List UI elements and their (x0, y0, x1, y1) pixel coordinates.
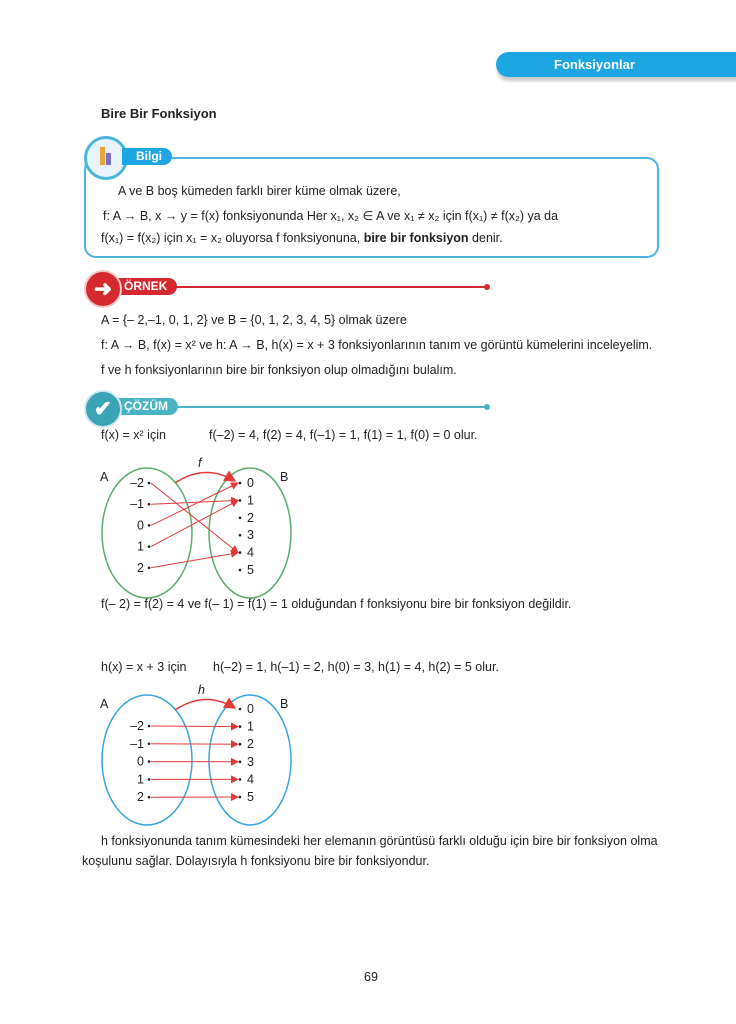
domain-element: –1 (130, 497, 144, 512)
domain-point (148, 482, 151, 485)
codomain-element: 0 (247, 702, 254, 716)
domain-point (148, 545, 151, 548)
codomain-element: 1 (247, 493, 254, 508)
domain-point (148, 567, 151, 570)
codomain-point (239, 761, 242, 764)
codomain-point (239, 534, 242, 537)
mapping-diagram-h (90, 682, 310, 832)
domain-element: –2 (130, 476, 144, 490)
mapping-diagram-f (90, 455, 310, 605)
domain-point (148, 743, 151, 746)
domain-element: 1 (137, 539, 144, 554)
cozum-label: ÇÖZÜM (110, 398, 178, 415)
domain-point (148, 796, 151, 799)
bilgi-line-3-b: denir. (468, 231, 503, 245)
domain-element: –2 (130, 719, 144, 733)
function-arrow (175, 472, 235, 483)
f-intro: f(x) = x² için (101, 428, 166, 442)
h-values: h(–2) = 1, h(–1) = 2, h(0) = 3, h(1) = 4, h(2) = 5 olur. (213, 660, 499, 674)
codomain-point (239, 499, 242, 502)
h-conclusion-2: koşulunu sağlar. Dolayısıyla h fonksiyonu bire bir fonksiyondur. (82, 854, 430, 868)
set-a-ellipse (102, 468, 192, 598)
page-number: 69 (364, 970, 378, 984)
codomain-point (239, 551, 242, 554)
codomain-element: 5 (247, 790, 254, 804)
function-name: f (198, 456, 202, 470)
codomain-element: 2 (247, 737, 254, 752)
domain-point (148, 524, 151, 527)
arrow-right-icon: ➜ (84, 270, 122, 308)
set-b-label: B (280, 470, 289, 484)
codomain-element: 5 (247, 563, 254, 577)
mapping-arrow (151, 500, 238, 504)
codomain-point (239, 725, 242, 728)
checkmark-icon: ✔ (84, 390, 122, 428)
codomain-point (239, 778, 242, 781)
codomain-element: 4 (247, 772, 254, 787)
codomain-point (239, 517, 242, 520)
mapping-arrow (151, 726, 238, 727)
function-name: h (198, 683, 205, 697)
section-header-tab (496, 52, 736, 77)
set-a-label: A (100, 697, 109, 711)
ornek-line-1: A = {– 2,–1, 0, 1, 2} ve B = {0, 1, 2, 3, 4, 5} olmak üzere (101, 313, 407, 327)
codomain-element: 4 (247, 545, 254, 560)
page-title: Bire Bir Fonksiyon (101, 106, 217, 121)
mapping-arrow (151, 553, 238, 568)
codomain-point (239, 708, 242, 711)
ornek-divider-end (484, 284, 490, 290)
mapping-arrow (151, 483, 238, 553)
bilgi-line-3 (101, 231, 503, 245)
cozum-divider-end (484, 404, 490, 410)
h-intro: h(x) = x + 3 için (101, 660, 187, 674)
bilgi-line-2: f: A → B, x → y = f(x) fonksiyonunda Her x₁, x₂ ∈ A ve x₁ ≠ x₂ için f(x₁) ≠ f(x₂) ya da (103, 209, 559, 223)
ornek-line-2: f: A → B, f(x) = x² ve h: A → B, h(x) = x + 3 fonksiyonlarının tanım ve görüntü kümelerini inceleyelim. (101, 338, 653, 352)
codomain-element: 2 (247, 510, 254, 525)
domain-element: 1 (137, 772, 144, 787)
domain-point (148, 778, 151, 781)
domain-point (148, 760, 151, 763)
codomain-point (239, 743, 242, 746)
set-a-ellipse (102, 695, 192, 825)
mapping-arrow (151, 483, 238, 525)
bilgi-label: Bilgi (122, 148, 172, 165)
section-title: Fonksiyonlar (554, 57, 635, 72)
domain-element: 2 (137, 560, 144, 575)
codomain-element: 3 (247, 754, 254, 769)
ornek-label: ÖRNEK (110, 278, 177, 295)
ornek-line-3: f ve h fonksiyonlarının bire bir fonksiyon olup olmadığını bulalım. (101, 363, 457, 377)
f-values: f(–2) = 4, f(2) = 4, f(–1) = 1, f(1) = 1, f(0) = 0 olur. (209, 428, 478, 442)
domain-point (148, 725, 151, 728)
codomain-element: 3 (247, 528, 254, 543)
codomain-point (239, 569, 242, 572)
bilgi-term: bire bir fonksiyon (363, 231, 469, 245)
set-a-label: A (100, 470, 109, 484)
ornek-divider (170, 286, 486, 288)
codomain-element: 0 (247, 476, 254, 490)
set-b-label: B (280, 697, 289, 711)
domain-element: 2 (137, 790, 144, 805)
codomain-element: 1 (247, 719, 254, 734)
bilgi-line-3-a: f(x₁) = f(x₂) için x₁ = x₂ oluyorsa f fonksiyonuna, (101, 231, 364, 245)
cozum-divider (170, 406, 486, 408)
h-conclusion-1: h fonksiyonunda tanım kümesindeki her elemanın görüntüsü farklı olduğu için bire bir fonksiyon olma (101, 834, 658, 848)
codomain-point (239, 796, 242, 799)
domain-element: 0 (137, 518, 144, 533)
domain-element: –1 (130, 736, 144, 751)
function-arrow (175, 699, 235, 710)
bilgi-line-1: A ve B boş kümeden farklı birer küme olmak üzere, (118, 184, 401, 198)
domain-element: 0 (137, 754, 144, 769)
f-conclusion: f(– 2) = f(2) = 4 ve f(– 1) = f(1) = 1 olduğundan f fonksiyonu bire bir fonksiyon değildir. (101, 597, 572, 611)
mapping-arrow (151, 500, 238, 546)
domain-point (148, 503, 151, 506)
codomain-point (239, 482, 242, 485)
